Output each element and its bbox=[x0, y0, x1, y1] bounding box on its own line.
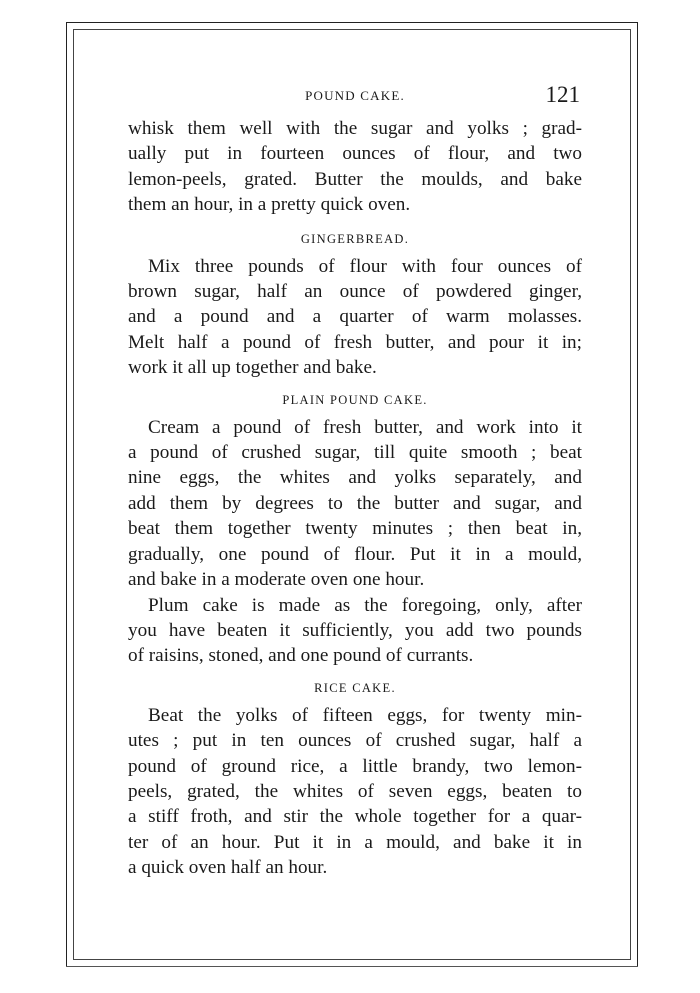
section-gingerbread bbox=[128, 232, 582, 381]
recipe-heading: RICE CAKE. bbox=[314, 680, 396, 695]
text-line: brown sugar, half an ounce of powdered ginger, bbox=[128, 281, 582, 303]
paragraph bbox=[128, 116, 582, 218]
text-line: Plum cake is made as the foregoing, only, after bbox=[148, 594, 582, 616]
page-number: 121 bbox=[545, 82, 580, 107]
book-page bbox=[128, 84, 582, 881]
recipe-heading: PLAIN POUND CAKE. bbox=[282, 392, 428, 407]
running-head bbox=[128, 84, 582, 116]
paragraph bbox=[128, 593, 582, 669]
text-line: and bake in a moderate oven one hour. bbox=[128, 569, 425, 591]
text-line: lemon-peels, grated. Butter the moulds, and bake bbox=[128, 168, 582, 190]
text-line: Mix three pounds of flour with four ounces of bbox=[148, 255, 582, 277]
text-line: them an hour, in a pretty quick oven. bbox=[128, 194, 411, 216]
text-line: a pound of crushed sugar, till quite smooth ; beat bbox=[128, 442, 582, 464]
text-line: utes ; put in ten ounces of crushed sugar, half a bbox=[128, 730, 582, 752]
running-title: POUND CAKE. bbox=[305, 88, 405, 103]
text-line: Cream a pound of fresh butter, and work into it bbox=[148, 416, 582, 438]
text-line: work it all up together and bake. bbox=[128, 357, 377, 379]
text-line: ter of an hour. Put it in a mould, and bake it in bbox=[128, 831, 582, 853]
section-continuation bbox=[128, 116, 582, 218]
text-line: nine eggs, the whites and yolks separately, and bbox=[128, 467, 582, 489]
text-line: you have beaten it sufficiently, you add two pounds bbox=[128, 619, 582, 641]
text-line: add them by degrees to the butter and sugar, and bbox=[128, 492, 582, 514]
bottom-rule bbox=[66, 966, 638, 967]
text-line: Melt half a pound of fresh butter, and pour it in; bbox=[128, 331, 582, 353]
text-line: ually put in fourteen ounces of flour, and two bbox=[128, 143, 582, 165]
text-line: pound of ground rice, a little brandy, two lemon- bbox=[128, 755, 582, 777]
text-line: a stiff froth, and stir the whole together for a quar- bbox=[128, 806, 582, 828]
text-line: Beat the yolks of fifteen eggs, for twenty min- bbox=[148, 704, 582, 726]
text-line: of raisins, stoned, and one pound of currants. bbox=[128, 645, 474, 667]
section-plain-pound-cake bbox=[128, 393, 582, 669]
paragraph bbox=[128, 254, 582, 381]
text-line: whisk them well with the sugar and yolks ; grad- bbox=[128, 118, 582, 139]
paragraph bbox=[128, 703, 582, 881]
section-rice-cake bbox=[128, 681, 582, 881]
text-line: beat them together twenty minutes ; then beat in, bbox=[128, 518, 582, 540]
text-line: a quick oven half an hour. bbox=[128, 857, 328, 879]
text-line: peels, grated, the whites of seven eggs, beaten to bbox=[128, 780, 582, 802]
recipe-heading: GINGERBREAD. bbox=[300, 231, 410, 246]
text-line: gradually, one pound of flour. Put it in a mould, bbox=[128, 543, 582, 565]
paragraph bbox=[128, 415, 582, 593]
text-line: and a pound and a quarter of warm molasses. bbox=[128, 306, 582, 328]
